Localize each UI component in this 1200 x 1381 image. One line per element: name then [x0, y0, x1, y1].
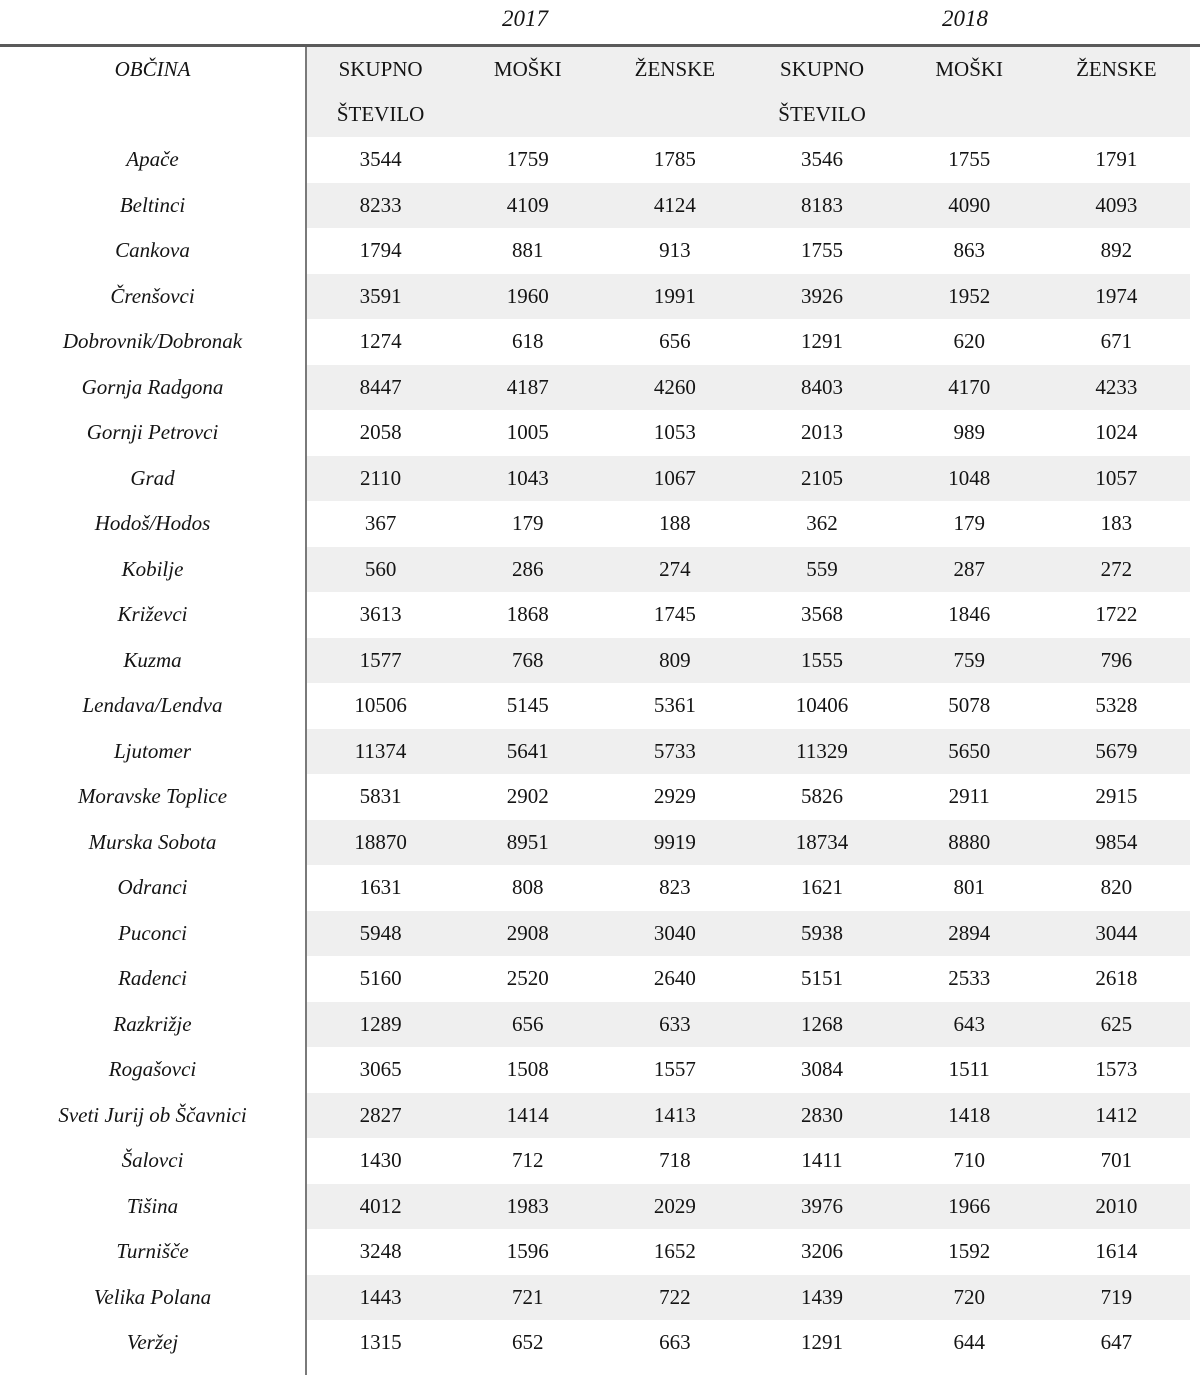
value-cell: 362: [748, 501, 895, 547]
value-cell: 1043: [454, 456, 601, 502]
value-cell: 1411: [748, 1138, 895, 1184]
table-row: [0, 820, 1188, 866]
municipality-name: Turnišče: [0, 1229, 305, 1275]
value-cell: 1974: [1043, 274, 1190, 320]
value-cell: 1983: [454, 1184, 601, 1230]
value-cell: 2902: [454, 774, 601, 820]
table-row: [0, 547, 1188, 593]
value-cell: 1592: [896, 1229, 1043, 1275]
value-cell: 1952: [896, 274, 1043, 320]
value-cell: 5361: [601, 683, 748, 729]
value-cell: 1511: [896, 1047, 1043, 1093]
municipality-name: Radenci: [0, 956, 305, 1002]
value-cell: 183: [1043, 501, 1190, 547]
value-cell: 719: [1043, 1275, 1190, 1321]
value-cell: 644: [896, 1320, 1043, 1366]
table-row: [0, 365, 1188, 411]
population-table: [0, 47, 1188, 1366]
table-row: [0, 501, 1188, 547]
value-cell: 18870: [305, 820, 454, 866]
value-cell: 1868: [454, 592, 601, 638]
municipality-name: Gornji Petrovci: [0, 410, 305, 456]
value-cell: 721: [454, 1275, 601, 1321]
value-cell: 633: [601, 1002, 748, 1048]
table-row: [0, 1002, 1188, 1048]
municipality-name: Ljutomer: [0, 729, 305, 775]
value-cell: 1291: [748, 319, 895, 365]
table-row: [0, 592, 1188, 638]
table-body: [0, 137, 1188, 1366]
value-cell: 2010: [1043, 1184, 1190, 1230]
value-cell: 5328: [1043, 683, 1190, 729]
table-row: [0, 911, 1188, 957]
value-cell: 272: [1043, 547, 1190, 593]
table-row: [0, 137, 1188, 183]
value-cell: 1573: [1043, 1047, 1190, 1093]
value-cell: 3044: [1043, 911, 1190, 957]
col-header-moski-2017: MOŠKI: [454, 47, 601, 137]
value-cell: 5826: [748, 774, 895, 820]
value-cell: 1414: [454, 1093, 601, 1139]
value-cell: 1439: [748, 1275, 895, 1321]
value-cell: 1005: [454, 410, 601, 456]
year-label-2018: 2018: [942, 6, 988, 31]
value-cell: 2618: [1043, 956, 1190, 1002]
col-header-obcina: OBČINA: [0, 47, 305, 137]
table-row: [0, 410, 1188, 456]
value-cell: 3248: [305, 1229, 454, 1275]
value-cell: 656: [601, 319, 748, 365]
value-cell: 3976: [748, 1184, 895, 1230]
value-cell: 5733: [601, 729, 748, 775]
table-row: [0, 228, 1188, 274]
value-cell: 663: [601, 1320, 748, 1366]
value-cell: 18734: [748, 820, 895, 866]
value-cell: 1413: [601, 1093, 748, 1139]
value-cell: 179: [896, 501, 1043, 547]
value-cell: 3926: [748, 274, 895, 320]
value-cell: 863: [896, 228, 1043, 274]
municipality-name: Dobrovnik/Dobronak: [0, 319, 305, 365]
municipality-name: Velika Polana: [0, 1275, 305, 1321]
value-cell: 2894: [896, 911, 1043, 957]
municipality-name: Cankova: [0, 228, 305, 274]
value-cell: 9919: [601, 820, 748, 866]
value-cell: 5641: [454, 729, 601, 775]
value-cell: 3544: [305, 137, 454, 183]
value-cell: 1755: [896, 137, 1043, 183]
value-cell: 1430: [305, 1138, 454, 1184]
value-cell: 1960: [454, 274, 601, 320]
municipality-name: Apače: [0, 137, 305, 183]
municipality-name: Razkrižje: [0, 1002, 305, 1048]
year-labels-row: [0, 0, 1200, 44]
value-cell: 1443: [305, 1275, 454, 1321]
table-row: [0, 956, 1188, 1002]
table-row: [0, 274, 1188, 320]
value-cell: 8403: [748, 365, 895, 411]
value-cell: 1614: [1043, 1229, 1190, 1275]
value-cell: 5831: [305, 774, 454, 820]
value-cell: 1652: [601, 1229, 748, 1275]
table-row: [0, 1093, 1188, 1139]
value-cell: 1555: [748, 638, 895, 684]
value-cell: 8880: [896, 820, 1043, 866]
municipality-name: Kobilje: [0, 547, 305, 593]
value-cell: 8951: [454, 820, 601, 866]
value-cell: 188: [601, 501, 748, 547]
municipality-name: Kuzma: [0, 638, 305, 684]
value-cell: 1991: [601, 274, 748, 320]
value-cell: 3065: [305, 1047, 454, 1093]
value-cell: 5151: [748, 956, 895, 1002]
value-cell: 179: [454, 501, 601, 547]
municipality-name: Grad: [0, 456, 305, 502]
value-cell: 1289: [305, 1002, 454, 1048]
value-cell: 11329: [748, 729, 895, 775]
value-cell: 559: [748, 547, 895, 593]
value-cell: 4170: [896, 365, 1043, 411]
municipality-name: Murska Sobota: [0, 820, 305, 866]
value-cell: 652: [454, 1320, 601, 1366]
value-cell: 1791: [1043, 137, 1190, 183]
value-cell: 1412: [1043, 1093, 1190, 1139]
table-row: [0, 638, 1188, 684]
value-cell: 274: [601, 547, 748, 593]
value-cell: 620: [896, 319, 1043, 365]
col-header-zenske-2017: ŽENSKE: [601, 47, 748, 137]
value-cell: 3613: [305, 592, 454, 638]
table-row: [0, 729, 1188, 775]
value-cell: 1315: [305, 1320, 454, 1366]
value-cell: 10506: [305, 683, 454, 729]
table-row: [0, 1138, 1188, 1184]
value-cell: 1596: [454, 1229, 601, 1275]
value-cell: 913: [601, 228, 748, 274]
value-cell: 2520: [454, 956, 601, 1002]
value-cell: 1577: [305, 638, 454, 684]
municipality-name: Sveti Jurij ob Ščavnici: [0, 1093, 305, 1139]
value-cell: 1631: [305, 865, 454, 911]
table-row: [0, 774, 1188, 820]
value-cell: 1759: [454, 137, 601, 183]
value-cell: 4012: [305, 1184, 454, 1230]
value-cell: 2013: [748, 410, 895, 456]
value-cell: 286: [454, 547, 601, 593]
value-cell: 1057: [1043, 456, 1190, 502]
value-cell: 1966: [896, 1184, 1043, 1230]
value-cell: 5679: [1043, 729, 1190, 775]
value-cell: 5078: [896, 683, 1043, 729]
municipality-name: Križevci: [0, 592, 305, 638]
value-cell: 710: [896, 1138, 1043, 1184]
value-cell: 823: [601, 865, 748, 911]
value-cell: 722: [601, 1275, 748, 1321]
municipality-name: Moravske Toplice: [0, 774, 305, 820]
value-cell: 4233: [1043, 365, 1190, 411]
value-cell: 989: [896, 410, 1043, 456]
value-cell: 3084: [748, 1047, 895, 1093]
value-cell: 2830: [748, 1093, 895, 1139]
value-cell: 2827: [305, 1093, 454, 1139]
value-cell: 881: [454, 228, 601, 274]
value-cell: 801: [896, 865, 1043, 911]
municipality-name: Veržej: [0, 1320, 305, 1366]
value-cell: 8183: [748, 183, 895, 229]
table-row: [0, 319, 1188, 365]
value-cell: 1722: [1043, 592, 1190, 638]
value-cell: 1508: [454, 1047, 601, 1093]
value-cell: 809: [601, 638, 748, 684]
column-divider-tail: [305, 1366, 317, 1375]
table-row: [0, 865, 1188, 911]
value-cell: 768: [454, 638, 601, 684]
value-cell: 1053: [601, 410, 748, 456]
value-cell: 287: [896, 547, 1043, 593]
value-cell: 656: [454, 1002, 601, 1048]
value-cell: 5938: [748, 911, 895, 957]
value-cell: 2533: [896, 956, 1043, 1002]
value-cell: 643: [896, 1002, 1043, 1048]
value-cell: 1755: [748, 228, 895, 274]
col-header-moski-2018: MOŠKI: [896, 47, 1043, 137]
value-cell: 1067: [601, 456, 748, 502]
value-cell: 2929: [601, 774, 748, 820]
value-cell: 2640: [601, 956, 748, 1002]
municipality-name: Lendava/Lendva: [0, 683, 305, 729]
municipality-name: Črenšovci: [0, 274, 305, 320]
municipality-name: Gornja Radgona: [0, 365, 305, 411]
table-row: [0, 1275, 1188, 1321]
value-cell: 3546: [748, 137, 895, 183]
table-row: [0, 1229, 1188, 1275]
value-cell: 8233: [305, 183, 454, 229]
value-cell: 671: [1043, 319, 1190, 365]
table-row: [0, 683, 1188, 729]
value-cell: 2915: [1043, 774, 1190, 820]
value-cell: 1268: [748, 1002, 895, 1048]
value-cell: 759: [896, 638, 1043, 684]
value-cell: 2911: [896, 774, 1043, 820]
municipality-name: Puconci: [0, 911, 305, 957]
municipality-name: Tišina: [0, 1184, 305, 1230]
municipality-name: Rogašovci: [0, 1047, 305, 1093]
value-cell: 3568: [748, 592, 895, 638]
municipality-name: Hodoš/Hodos: [0, 501, 305, 547]
value-cell: 2029: [601, 1184, 748, 1230]
value-cell: 4090: [896, 183, 1043, 229]
value-cell: 560: [305, 547, 454, 593]
value-cell: 618: [454, 319, 601, 365]
municipality-name: Odranci: [0, 865, 305, 911]
value-cell: 3206: [748, 1229, 895, 1275]
value-cell: 720: [896, 1275, 1043, 1321]
value-cell: 2110: [305, 456, 454, 502]
value-cell: 4260: [601, 365, 748, 411]
value-cell: 718: [601, 1138, 748, 1184]
value-cell: 1785: [601, 137, 748, 183]
value-cell: 1418: [896, 1093, 1043, 1139]
value-cell: 1557: [601, 1047, 748, 1093]
value-cell: 1794: [305, 228, 454, 274]
value-cell: 2908: [454, 911, 601, 957]
year-label-2017: 2017: [502, 6, 548, 31]
value-cell: 625: [1043, 1002, 1190, 1048]
value-cell: 4093: [1043, 183, 1190, 229]
value-cell: 701: [1043, 1138, 1190, 1184]
value-cell: 3591: [305, 274, 454, 320]
col-header-zenske-2018: ŽENSKE: [1043, 47, 1190, 137]
municipality-name: Beltinci: [0, 183, 305, 229]
value-cell: 1621: [748, 865, 895, 911]
value-cell: 5160: [305, 956, 454, 1002]
table-row: [0, 456, 1188, 502]
value-cell: 1024: [1043, 410, 1190, 456]
value-cell: 796: [1043, 638, 1190, 684]
value-cell: 5650: [896, 729, 1043, 775]
table-row: [0, 1047, 1188, 1093]
value-cell: 8447: [305, 365, 454, 411]
table-header-row: [0, 47, 1188, 137]
value-cell: 2058: [305, 410, 454, 456]
col-header-skupno-stevilo-2017: SKUPNO ŠTEVILO: [305, 47, 454, 137]
value-cell: 820: [1043, 865, 1190, 911]
table-row: [0, 183, 1188, 229]
value-cell: 4109: [454, 183, 601, 229]
value-cell: 892: [1043, 228, 1190, 274]
municipality-name: Šalovci: [0, 1138, 305, 1184]
value-cell: 9854: [1043, 820, 1190, 866]
value-cell: 808: [454, 865, 601, 911]
table-row: [0, 1320, 1188, 1366]
value-cell: 647: [1043, 1320, 1190, 1366]
value-cell: 1291: [748, 1320, 895, 1366]
value-cell: 4124: [601, 183, 748, 229]
value-cell: 1745: [601, 592, 748, 638]
value-cell: 5948: [305, 911, 454, 957]
value-cell: 5145: [454, 683, 601, 729]
value-cell: 367: [305, 501, 454, 547]
value-cell: 11374: [305, 729, 454, 775]
value-cell: 1846: [896, 592, 1043, 638]
value-cell: 3040: [601, 911, 748, 957]
value-cell: 4187: [454, 365, 601, 411]
value-cell: 712: [454, 1138, 601, 1184]
value-cell: 10406: [748, 683, 895, 729]
table-row: [0, 1184, 1188, 1230]
value-cell: 1274: [305, 319, 454, 365]
value-cell: 2105: [748, 456, 895, 502]
value-cell: 1048: [896, 456, 1043, 502]
col-header-skupno-stevilo-2018: SKUPNO ŠTEVILO: [748, 47, 895, 137]
